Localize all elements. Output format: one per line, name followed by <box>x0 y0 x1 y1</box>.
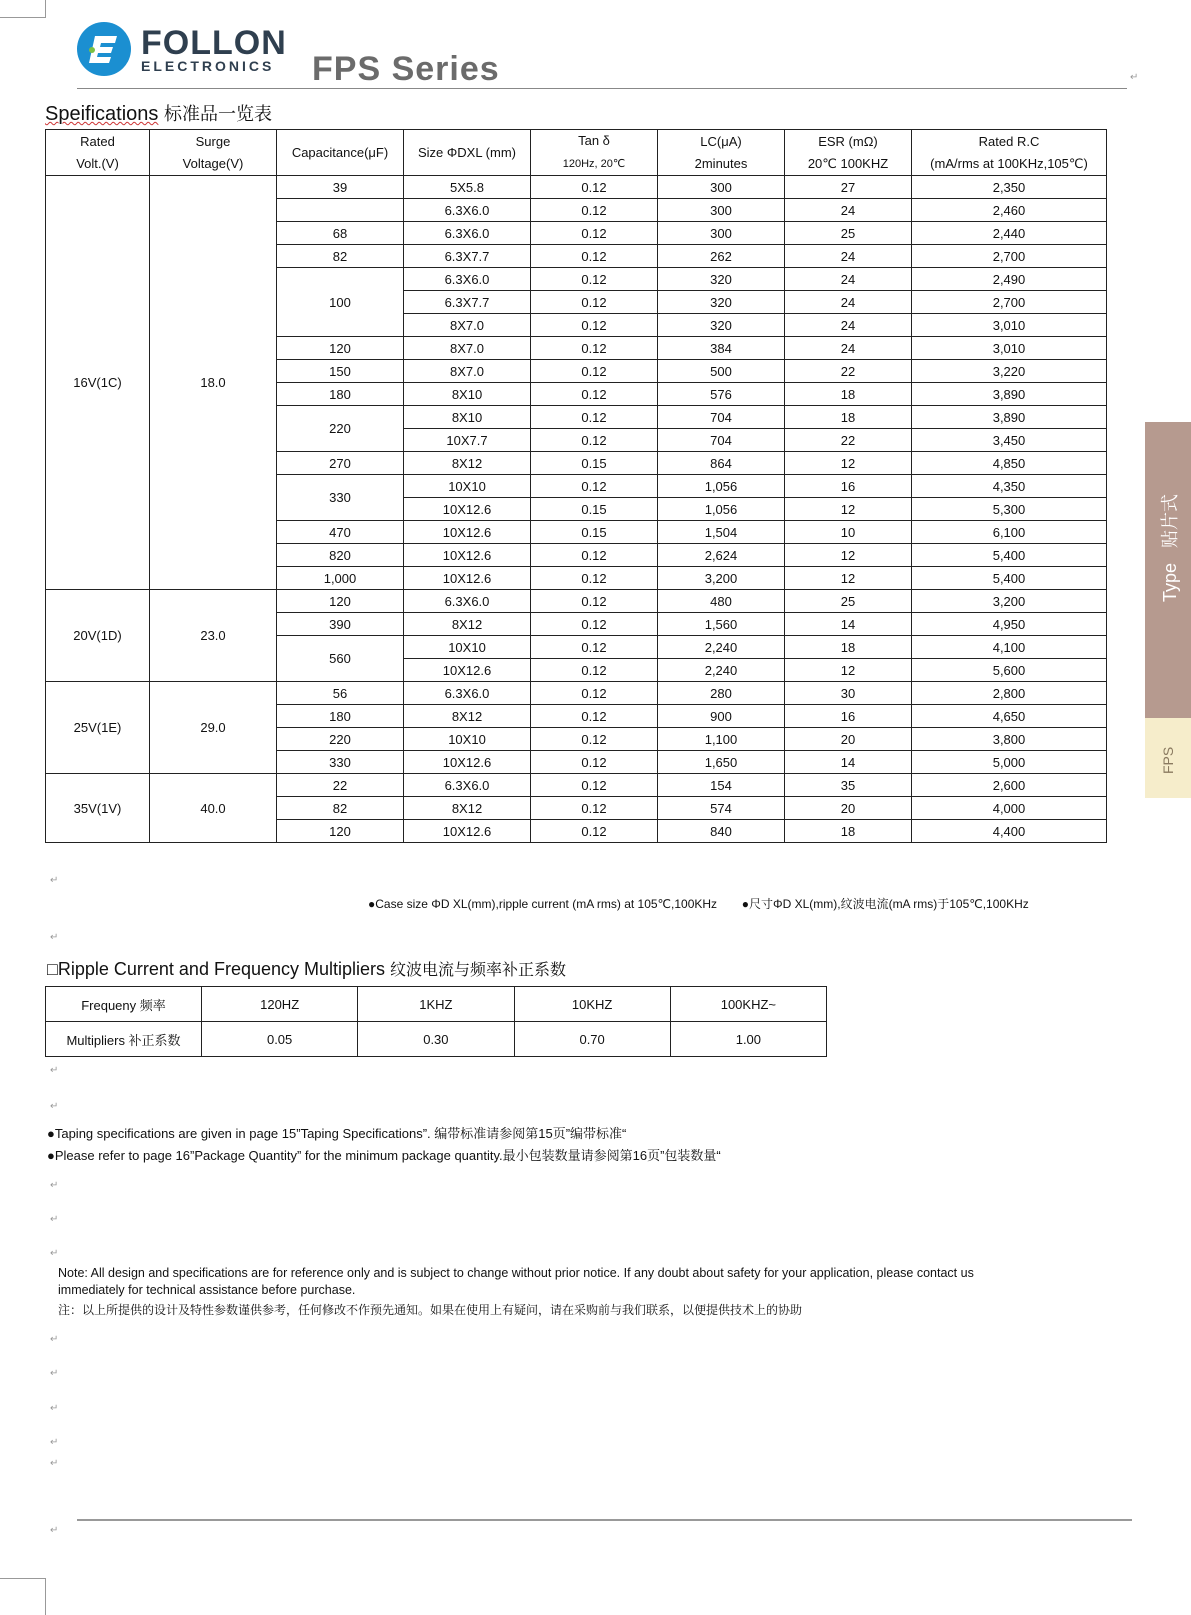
ripple-current-cell: 4,950 <box>912 613 1107 636</box>
size-cell: 6.3X6.0 <box>404 222 531 245</box>
leakage-current-cell: 3,200 <box>658 567 785 590</box>
header-surge-voltage: Surge Voltage(V) <box>150 130 277 176</box>
side-tab-type <box>1145 422 1191 718</box>
taping-spec-note: ●Taping specifications are given in page 15”Taping Specifications”. 编带标准请参阅第15页”编带标准“ <box>47 1126 627 1141</box>
corner-mark-top-left <box>0 0 46 18</box>
tan-delta-cell: 0.12 <box>531 268 658 291</box>
package-quantity-note: ●Please refer to page 16”Package Quantity” for the minimum package quantity.最小包装数量请参阅第16页”包装数量“ <box>47 1148 721 1163</box>
corner-mark-bottom-left <box>0 1578 46 1615</box>
ripple-current-cell: 3,890 <box>912 406 1107 429</box>
esr-cell: 20 <box>785 728 912 751</box>
leakage-current-cell: 574 <box>658 797 785 820</box>
tan-delta-cell: 0.12 <box>531 337 658 360</box>
size-cell: 10X10 <box>404 636 531 659</box>
ripple-current-cell: 3,010 <box>912 314 1107 337</box>
tan-delta-cell: 0.12 <box>531 728 658 751</box>
ripple-current-cell: 4,100 <box>912 636 1107 659</box>
size-cell: 5X5.8 <box>404 176 531 199</box>
rated-volt-cell: 16V(1C) <box>46 176 150 590</box>
ripple-current-cell: 4,350 <box>912 475 1107 498</box>
tan-delta-cell: 0.12 <box>531 406 658 429</box>
ripple-current-cell: 5,000 <box>912 751 1107 774</box>
case-size-note <box>368 895 1029 912</box>
paragraph-mark: ↵ <box>50 1403 59 1414</box>
size-cell: 6.3X6.0 <box>404 682 531 705</box>
ripple-current-cell: 3,200 <box>912 590 1107 613</box>
paragraph-mark: ↵ <box>50 875 59 886</box>
spec-title-en: Speifications <box>45 103 159 125</box>
capacitance-cell: 560 <box>277 636 404 682</box>
size-cell: 8X7.0 <box>404 360 531 383</box>
capacitance-cell <box>277 199 404 222</box>
esr-cell: 14 <box>785 751 912 774</box>
esr-cell: 12 <box>785 498 912 521</box>
capacitance-cell: 68 <box>277 222 404 245</box>
size-cell: 6.3X7.7 <box>404 291 531 314</box>
esr-cell: 18 <box>785 383 912 406</box>
esr-cell: 12 <box>785 567 912 590</box>
tan-delta-cell: 0.12 <box>531 682 658 705</box>
tan-delta-cell: 0.12 <box>531 475 658 498</box>
ripple-current-cell: 2,350 <box>912 176 1107 199</box>
esr-cell: 24 <box>785 268 912 291</box>
paragraph-mark: ↵ <box>50 1334 59 1345</box>
surge-voltage-cell: 29.0 <box>150 682 277 774</box>
capacitance-cell: 56 <box>277 682 404 705</box>
tan-delta-cell: 0.12 <box>531 291 658 314</box>
tan-delta-cell: 0.12 <box>531 659 658 682</box>
ripple-current-cell: 4,400 <box>912 820 1107 843</box>
paragraph-mark: ↵ <box>50 1065 59 1076</box>
capacitance-cell: 180 <box>277 383 404 406</box>
size-cell: 10X7.7 <box>404 429 531 452</box>
side-tab-series <box>1145 718 1191 798</box>
paragraph-mark: ↵ <box>50 1101 59 1112</box>
esr-cell: 20 <box>785 797 912 820</box>
case-size-note-en: ●Case size ΦD XL(mm),ripple current (mA rms) at 105℃,100KHz <box>368 897 718 911</box>
leakage-current-cell: 1,650 <box>658 751 785 774</box>
spec-row <box>46 682 1107 705</box>
size-cell: 6.3X6.0 <box>404 774 531 797</box>
surge-voltage-cell: 18.0 <box>150 176 277 590</box>
spec-section-title <box>45 100 272 126</box>
size-cell: 8X12 <box>404 797 531 820</box>
esr-cell: 12 <box>785 544 912 567</box>
disclaimer-cn: 注：以上所提供的设计及特性参数谨供参考，任何修改不作预先通知。如果在使用上有疑问，请在采购前与我们联系，以便提供技术上的协助 <box>58 1303 803 1317</box>
ripple-current-cell: 5,600 <box>912 659 1107 682</box>
leakage-current-cell: 300 <box>658 199 785 222</box>
ripple-current-cell: 2,600 <box>912 774 1107 797</box>
brand-subtitle: ELECTRONICS <box>141 58 275 74</box>
header-esr: ESR (mΩ) 20℃ 100KHZ <box>785 130 912 176</box>
leakage-current-cell: 300 <box>658 222 785 245</box>
esr-cell: 18 <box>785 636 912 659</box>
leakage-current-cell: 2,240 <box>658 659 785 682</box>
esr-cell: 27 <box>785 176 912 199</box>
size-cell: 10X10 <box>404 728 531 751</box>
size-cell: 6.3X7.7 <box>404 245 531 268</box>
capacitance-cell: 390 <box>277 613 404 636</box>
ripple-current-cell: 2,800 <box>912 682 1107 705</box>
paragraph-mark: ↵ <box>50 1458 59 1469</box>
tan-delta-cell: 0.12 <box>531 774 658 797</box>
size-cell: 10X12.6 <box>404 498 531 521</box>
ripple-current-cell: 4,000 <box>912 797 1107 820</box>
tan-delta-cell: 0.12 <box>531 222 658 245</box>
tan-delta-cell: 0.12 <box>531 314 658 337</box>
ripple-current-cell: 2,460 <box>912 199 1107 222</box>
ripple-current-cell: 5,400 <box>912 567 1107 590</box>
ripple-current-cell: 3,220 <box>912 360 1107 383</box>
leakage-current-cell: 1,056 <box>658 475 785 498</box>
capacitance-cell: 22 <box>277 774 404 797</box>
esr-cell: 18 <box>785 820 912 843</box>
spec-table <box>45 129 1107 843</box>
capacitance-cell: 120 <box>277 337 404 360</box>
header-rated-ripple-current: Rated R.C (mA/rms at 100KHz,105℃) <box>912 130 1107 176</box>
esr-cell: 35 <box>785 774 912 797</box>
leakage-current-cell: 864 <box>658 452 785 475</box>
paragraph-mark: ↵ <box>50 1214 59 1225</box>
leakage-current-cell: 2,624 <box>658 544 785 567</box>
esr-cell: 12 <box>785 452 912 475</box>
tan-delta-cell: 0.12 <box>531 590 658 613</box>
esr-cell: 24 <box>785 314 912 337</box>
header-leakage-current: LC(μA) 2minutes <box>658 130 785 176</box>
ripple-current-cell: 2,490 <box>912 268 1107 291</box>
ripple-current-cell: 5,300 <box>912 498 1107 521</box>
capacitance-cell: 82 <box>277 245 404 268</box>
leakage-current-cell: 280 <box>658 682 785 705</box>
leakage-current-cell: 1,560 <box>658 613 785 636</box>
tan-delta-cell: 0.15 <box>531 452 658 475</box>
capacitance-cell: 82 <box>277 797 404 820</box>
case-size-note-cn: ●尺寸ΦD XL(mm),纹波电流(mA rms)于105℃,100KHz <box>741 897 1029 911</box>
leakage-current-cell: 1,504 <box>658 521 785 544</box>
capacitance-cell: 470 <box>277 521 404 544</box>
size-cell: 6.3X6.0 <box>404 199 531 222</box>
esr-cell: 12 <box>785 659 912 682</box>
size-cell: 10X12.6 <box>404 521 531 544</box>
multiplier-cell: 1.00 <box>670 1022 826 1057</box>
leakage-current-cell: 900 <box>658 705 785 728</box>
leakage-current-cell: 704 <box>658 429 785 452</box>
side-tab-type-label: Type 贴片式 <box>1160 493 1180 602</box>
disclaimer-en-line1: Note: All design and specifications are for reference only and is subject to change without prior notice. If any doubt about safety for your application, please contact us <box>58 1266 974 1280</box>
tan-delta-cell: 0.12 <box>531 567 658 590</box>
ripple-current-cell: 3,010 <box>912 337 1107 360</box>
capacitance-cell: 820 <box>277 544 404 567</box>
multiplier-row <box>46 1022 827 1057</box>
size-cell: 10X12.6 <box>404 820 531 843</box>
frequency-label: Frequeny 频率 <box>46 987 202 1022</box>
leakage-current-cell: 576 <box>658 383 785 406</box>
esr-cell: 18 <box>785 406 912 429</box>
rated-volt-cell: 25V(1E) <box>46 682 150 774</box>
brand-name: FOLLON <box>141 24 287 62</box>
tan-delta-cell: 0.12 <box>531 383 658 406</box>
header-rated-volt: Rated Volt.(V) <box>46 130 150 176</box>
leakage-current-cell: 2,240 <box>658 636 785 659</box>
multiplier-label: Multipliers 补正系数 <box>46 1022 202 1057</box>
capacitance-cell: 39 <box>277 176 404 199</box>
size-cell: 10X12.6 <box>404 544 531 567</box>
multiplier-table <box>45 986 827 1057</box>
leakage-current-cell: 300 <box>658 176 785 199</box>
spec-row <box>46 774 1107 797</box>
ripple-current-cell: 2,700 <box>912 291 1107 314</box>
ripple-title-en: □Ripple Current and Frequency Multipliers <box>47 959 386 979</box>
tan-delta-cell: 0.12 <box>531 705 658 728</box>
series-title: FPS Series <box>312 50 500 88</box>
leakage-current-cell: 840 <box>658 820 785 843</box>
leakage-current-cell: 262 <box>658 245 785 268</box>
size-cell: 8X7.0 <box>404 337 531 360</box>
disclaimer-en-line2: immediately for technical assistance before purchase. <box>58 1283 356 1297</box>
rated-volt-cell: 35V(1V) <box>46 774 150 843</box>
ripple-current-cell: 3,890 <box>912 383 1107 406</box>
size-cell: 8X10 <box>404 406 531 429</box>
esr-cell: 24 <box>785 199 912 222</box>
multiplier-cell: 0.30 <box>358 1022 514 1057</box>
capacitance-cell: 220 <box>277 728 404 751</box>
paragraph-mark: ↵ <box>50 1368 59 1379</box>
ripple-section-title <box>47 957 566 980</box>
surge-voltage-cell: 40.0 <box>150 774 277 843</box>
spec-header-row <box>46 130 1107 176</box>
size-cell: 8X12 <box>404 452 531 475</box>
tan-delta-cell: 0.12 <box>531 176 658 199</box>
brand-logo-icon <box>77 22 131 76</box>
esr-cell: 25 <box>785 222 912 245</box>
paragraph-mark: ↵ <box>1130 72 1139 83</box>
ripple-current-cell: 2,700 <box>912 245 1107 268</box>
size-cell: 10X12.6 <box>404 659 531 682</box>
spec-title-cn: 标准品一览表 <box>163 104 272 125</box>
size-cell: 8X7.0 <box>404 314 531 337</box>
size-cell: 10X12.6 <box>404 567 531 590</box>
tan-delta-cell: 0.12 <box>531 751 658 774</box>
frequency-cell: 120HZ <box>202 987 358 1022</box>
tan-delta-cell: 0.12 <box>531 820 658 843</box>
ripple-current-cell: 3,450 <box>912 429 1107 452</box>
ripple-title-cn: 纹波电流与频率补正系数 <box>390 960 567 979</box>
header-size: Size ΦDXL (mm) <box>404 130 531 176</box>
paragraph-mark: ↵ <box>50 1180 59 1191</box>
frequency-cell: 10KHZ <box>514 987 670 1022</box>
tan-delta-cell: 0.12 <box>531 613 658 636</box>
paragraph-mark: ↵ <box>50 1525 59 1536</box>
ripple-current-cell: 5,400 <box>912 544 1107 567</box>
paragraph-mark: ↵ <box>50 932 59 943</box>
leakage-current-cell: 320 <box>658 314 785 337</box>
capacitance-cell: 270 <box>277 452 404 475</box>
tan-delta-cell: 0.12 <box>531 797 658 820</box>
esr-cell: 16 <box>785 705 912 728</box>
ripple-current-cell: 2,440 <box>912 222 1107 245</box>
leakage-current-cell: 154 <box>658 774 785 797</box>
capacitance-cell: 150 <box>277 360 404 383</box>
esr-cell: 22 <box>785 429 912 452</box>
esr-cell: 22 <box>785 360 912 383</box>
leakage-current-cell: 1,100 <box>658 728 785 751</box>
frequency-cell: 100KHZ~ <box>670 987 826 1022</box>
multiplier-cell: 0.05 <box>202 1022 358 1057</box>
capacitance-cell: 330 <box>277 475 404 521</box>
side-tab-series-label: FPS <box>1160 746 1176 774</box>
leakage-current-cell: 320 <box>658 268 785 291</box>
paragraph-mark: ↵ <box>50 1248 59 1259</box>
surge-voltage-cell: 23.0 <box>150 590 277 682</box>
ripple-current-cell: 3,800 <box>912 728 1107 751</box>
size-cell: 10X12.6 <box>404 751 531 774</box>
size-cell: 8X12 <box>404 705 531 728</box>
ripple-current-cell: 4,850 <box>912 452 1107 475</box>
ripple-current-cell: 4,650 <box>912 705 1107 728</box>
size-cell: 8X10 <box>404 383 531 406</box>
size-cell: 6.3X6.0 <box>404 268 531 291</box>
frequency-row <box>46 987 827 1022</box>
esr-cell: 24 <box>785 337 912 360</box>
tan-delta-cell: 0.15 <box>531 521 658 544</box>
esr-cell: 30 <box>785 682 912 705</box>
tan-delta-cell: 0.12 <box>531 360 658 383</box>
paragraph-mark: ↵ <box>50 1437 59 1448</box>
capacitance-cell: 100 <box>277 268 404 337</box>
capacitance-cell: 180 <box>277 705 404 728</box>
footer-divider <box>77 1519 1132 1521</box>
capacitance-cell: 220 <box>277 406 404 452</box>
rated-volt-cell: 20V(1D) <box>46 590 150 682</box>
capacitance-cell: 330 <box>277 751 404 774</box>
esr-cell: 25 <box>785 590 912 613</box>
tan-delta-cell: 0.12 <box>531 636 658 659</box>
tan-delta-cell: 0.15 <box>531 498 658 521</box>
leakage-current-cell: 500 <box>658 360 785 383</box>
esr-cell: 10 <box>785 521 912 544</box>
ripple-current-cell: 6,100 <box>912 521 1107 544</box>
esr-cell: 16 <box>785 475 912 498</box>
tan-delta-cell: 0.12 <box>531 429 658 452</box>
header-capacitance: Capacitance(μF) <box>277 130 404 176</box>
size-cell: 6.3X6.0 <box>404 590 531 613</box>
leakage-current-cell: 704 <box>658 406 785 429</box>
frequency-cell: 1KHZ <box>358 987 514 1022</box>
capacitance-cell: 120 <box>277 820 404 843</box>
esr-cell: 24 <box>785 291 912 314</box>
leakage-current-cell: 480 <box>658 590 785 613</box>
tan-delta-cell: 0.12 <box>531 245 658 268</box>
leakage-current-cell: 384 <box>658 337 785 360</box>
size-cell: 10X10 <box>404 475 531 498</box>
multiplier-cell: 0.70 <box>514 1022 670 1057</box>
size-cell: 8X12 <box>404 613 531 636</box>
esr-cell: 14 <box>785 613 912 636</box>
leakage-current-cell: 1,056 <box>658 498 785 521</box>
leakage-current-cell: 320 <box>658 291 785 314</box>
tan-delta-cell: 0.12 <box>531 544 658 567</box>
header-tan-delta: Tan δ 120Hz, 20℃ <box>531 130 658 176</box>
capacitance-cell: 1,000 <box>277 567 404 590</box>
esr-cell: 24 <box>785 245 912 268</box>
spec-table-body <box>46 176 1107 843</box>
capacitance-cell: 120 <box>277 590 404 613</box>
tan-delta-cell: 0.12 <box>531 199 658 222</box>
spec-row <box>46 176 1107 199</box>
spec-row <box>46 590 1107 613</box>
header-divider <box>77 88 1127 89</box>
